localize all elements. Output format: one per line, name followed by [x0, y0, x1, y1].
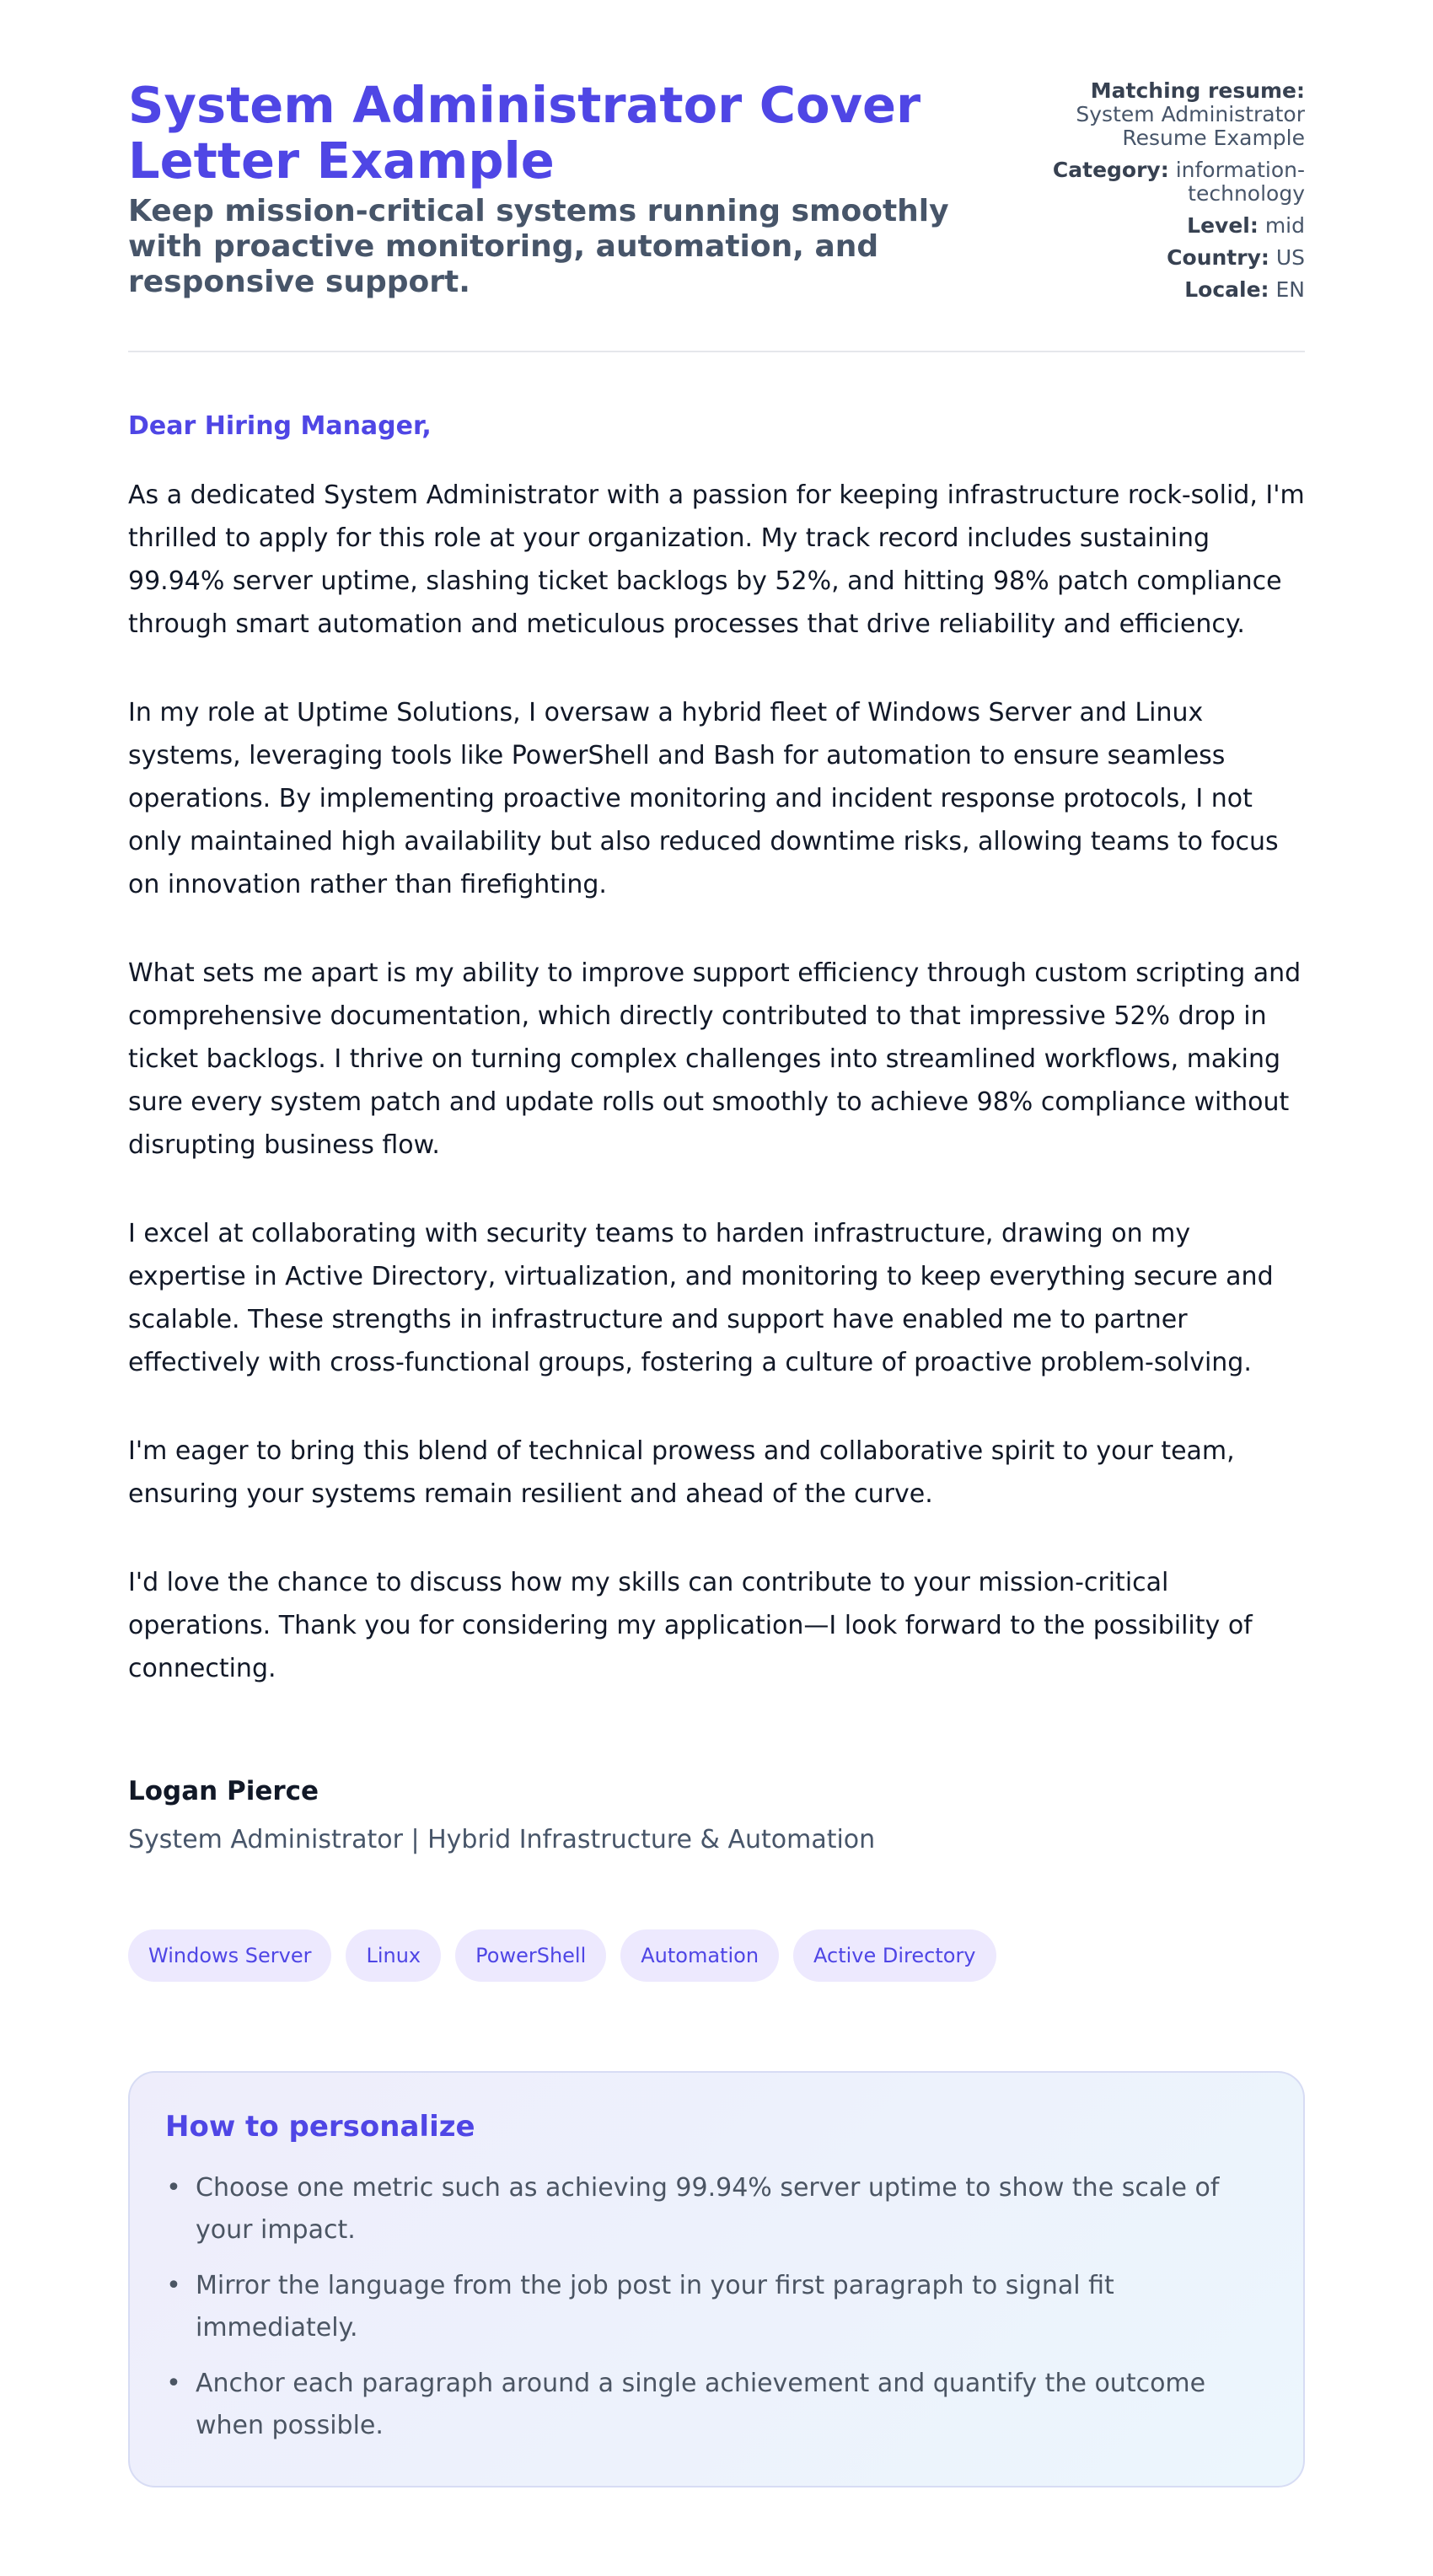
tip-text: Anchor each paragraph around a single achievement and quantify the outcome when possible. — [196, 2369, 1206, 2440]
title-block — [128, 78, 971, 300]
page-header — [128, 78, 1305, 352]
meta-value: information-technology — [1175, 158, 1305, 206]
meta-key: Level: — [1187, 213, 1259, 238]
tip-item — [165, 2265, 1266, 2349]
meta-country — [1052, 246, 1305, 270]
skill-tag: Windows Server — [128, 1929, 331, 1982]
skill-tag: PowerShell — [455, 1929, 606, 1982]
meta-value: EN — [1275, 277, 1305, 302]
salutation: Dear Hiring Manager, — [128, 411, 432, 441]
skill-tags — [128, 1929, 1305, 1982]
letter-paragraph: In my role at Uptime Solutions, I oversaw a hybrid fleet of Windows Server and Linux systems, leveraging tools like PowerShell and Bash for automation to ensure seamless operations. By implementing proactive monitoring and incident response protocols, I not only maintained high availability but also reduced downtime risks, allowing teams to focus on innovation rather than firefighting. — [128, 698, 1279, 899]
skill-tag: Active Directory — [793, 1929, 996, 1982]
meta-value: mid — [1264, 213, 1305, 238]
tip-item — [165, 2167, 1266, 2251]
meta-locale — [1052, 278, 1305, 302]
bullet-icon: • — [166, 2173, 181, 2203]
bullet-icon: • — [166, 2369, 181, 2398]
meta-category — [1052, 158, 1305, 206]
tips-title: How to personalize — [165, 2110, 475, 2144]
letter-body — [128, 410, 1305, 1690]
page-title: System Administrator Cover Letter Example — [128, 76, 921, 190]
meta-key: Matching resume: — [1090, 78, 1305, 103]
meta-key: Country: — [1167, 245, 1269, 270]
tip-text: Mirror the language from the job post in your first paragraph to signal fit immediately. — [196, 2271, 1114, 2343]
letter-paragraph: I'd love the chance to discuss how my skills can contribute to your mission-critical operations. Thank you for considering my application—I look forward to the possibility of connecting. — [128, 1568, 1253, 1683]
letter-paragraph: I'm eager to bring this blend of technical prowess and collaborative spirit to your team, ensuring your systems remain resilient and ahead of the curve. — [128, 1436, 1235, 1509]
signature-role: System Administrator | Hybrid Infrastructure & Automation — [128, 1825, 876, 1854]
tip-text: Choose one metric such as achieving 99.94% server uptime to show the scale of your impact. — [196, 2173, 1220, 2245]
meta-matching-resume — [1052, 79, 1305, 150]
tips-list — [165, 2167, 1266, 2447]
meta-value: System Administrator Resume Example — [1076, 102, 1305, 150]
letter-paragraph: What sets me apart is my ability to improve support efficiency through custom scripting and comprehensive documentation, which directly contributed to that impressive 52% drop in ticket backlogs. I thrive on turning complex challenges into streamlined workflows, making sure every system patch and update rolls out smoothly to achieve 98% compliance without disrupting business flow. — [128, 958, 1302, 1160]
signature-name: Logan Pierce — [128, 1776, 319, 1806]
meta-level — [1052, 214, 1305, 238]
page-subtitle: Keep mission-critical systems running smoothly with proactive monitoring, automation, and responsive support. — [128, 194, 949, 299]
letter-paragraph: As a dedicated System Administrator with a passion for keeping infrastructure rock-solid, I'm thrilled to apply for this role at your organization. My track record includes sustaining 99.94% server uptime, slashing ticket backlogs by 52%, and hitting 98% patch compliance through smart automation and meticulous processes that drive reliability and efficiency. — [128, 480, 1305, 639]
meta-value: US — [1275, 245, 1305, 270]
signature — [128, 1774, 1305, 1857]
meta-key: Category: — [1052, 158, 1169, 182]
meta-key: Locale: — [1184, 277, 1269, 302]
letter-paragraph: I excel at collaborating with security teams to harden infrastructure, drawing on my expertise in Active Directory, virtualization, and monitoring to keep everything secure and scalable. These strengths in infrastructure and support have enabled me to partner effectively with cross-functional groups, fostering a culture of proactive problem-solving. — [128, 1219, 1274, 1377]
skill-tag: Linux — [346, 1929, 441, 1982]
cover-letter-page — [128, 0, 1305, 2487]
personalize-tips-box — [128, 2071, 1305, 2487]
tip-item — [165, 2363, 1266, 2447]
skill-tag: Automation — [620, 1929, 779, 1982]
metadata-panel — [1052, 78, 1305, 310]
bullet-icon: • — [166, 2271, 181, 2300]
